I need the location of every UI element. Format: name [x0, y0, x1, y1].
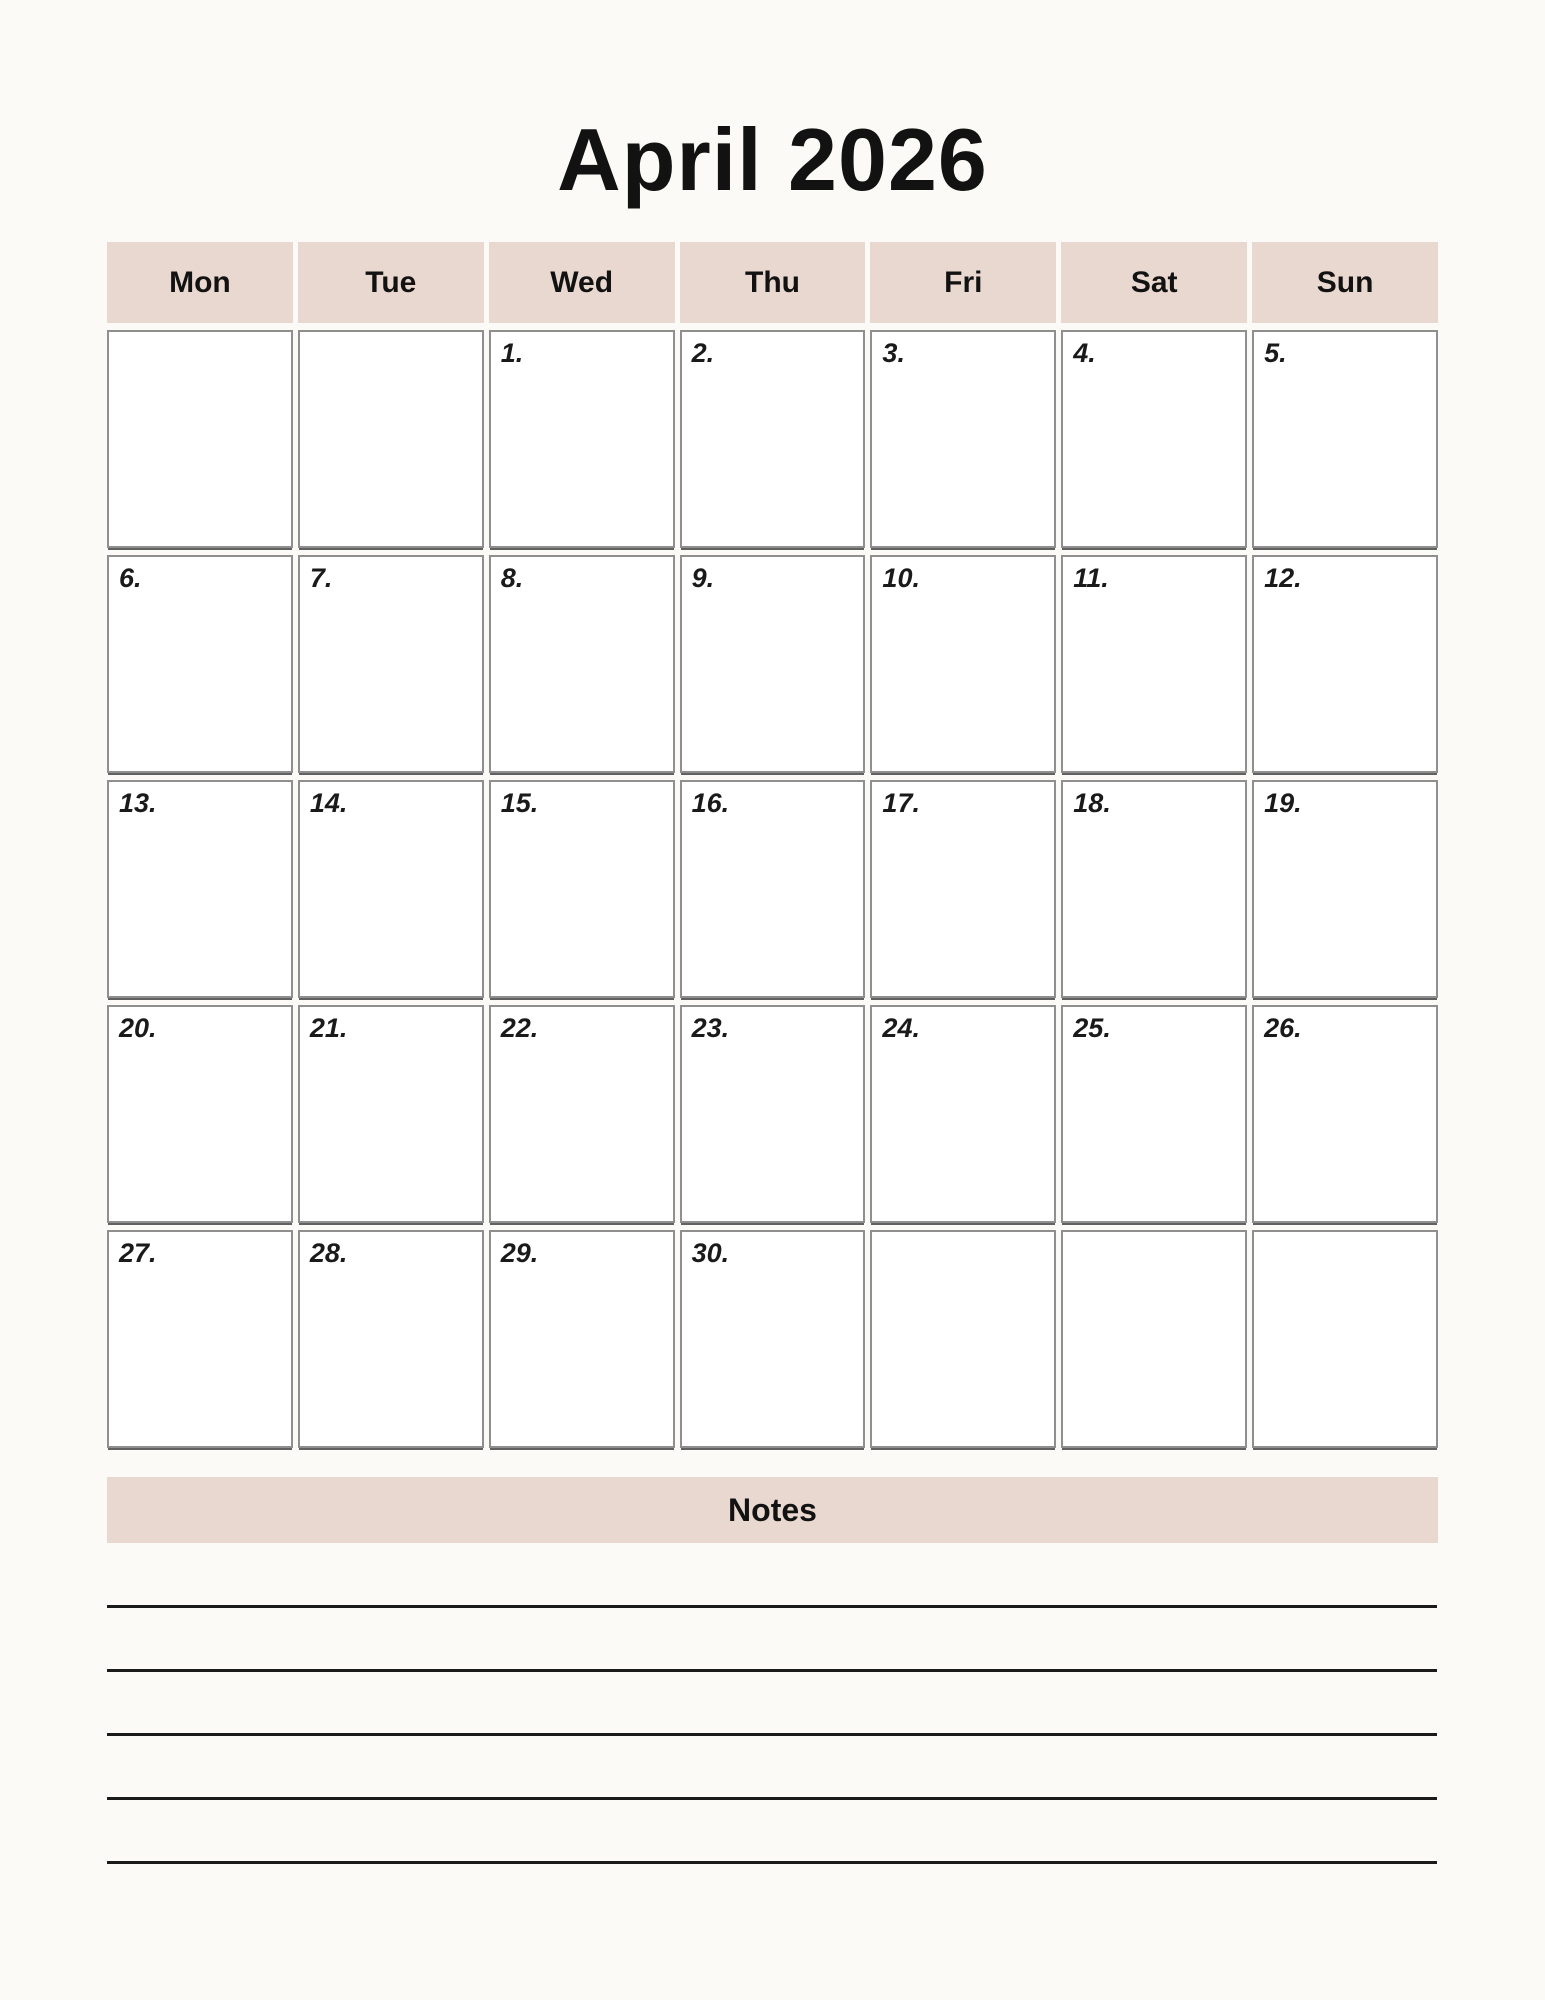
- day-cell-empty: [870, 1230, 1056, 1448]
- date-number: 1.: [500, 338, 524, 368]
- date-number: 15.: [500, 788, 539, 818]
- day-cell-18: [1061, 780, 1247, 998]
- weekday-header-thu: Thu: [680, 242, 866, 323]
- day-cell-14: [298, 780, 484, 998]
- date-number: 14.: [309, 788, 348, 818]
- date-number: 9.: [691, 563, 715, 593]
- day-cell-1: [489, 330, 675, 548]
- date-number: 11.: [1073, 563, 1109, 593]
- notes-label: Notes: [728, 1491, 817, 1528]
- day-cell-11: [1061, 555, 1247, 773]
- date-number: 4.: [1073, 338, 1096, 368]
- day-cell-empty: [1252, 1230, 1438, 1448]
- date-number: 25.: [1073, 1013, 1111, 1043]
- date-number: 8.: [500, 563, 524, 593]
- day-cell-26: [1252, 1005, 1438, 1223]
- day-cell-empty: [107, 330, 293, 548]
- notes-line: [107, 1861, 1437, 1864]
- date-number: 22.: [500, 1013, 539, 1043]
- day-cell-5: [1252, 330, 1438, 548]
- day-cell-22: [489, 1005, 675, 1223]
- notes-line: [107, 1605, 1437, 1608]
- day-cell-16: [680, 780, 866, 998]
- day-cell-8: [489, 555, 675, 773]
- day-cell-28: [298, 1230, 484, 1448]
- date-number: 6.: [119, 563, 142, 593]
- date-number: 24.: [882, 1013, 920, 1043]
- weekday-header-sat: Sat: [1061, 242, 1247, 323]
- date-number: 2.: [691, 338, 715, 368]
- date-number: 7.: [309, 563, 333, 593]
- weekday-header-tue: Tue: [298, 242, 484, 323]
- date-number: 3.: [882, 338, 905, 368]
- day-cell-20: [107, 1005, 293, 1223]
- day-cell-3: [870, 330, 1056, 548]
- day-cell-19: [1252, 780, 1438, 998]
- date-number: 16.: [691, 788, 730, 818]
- date-number: 21.: [309, 1013, 348, 1043]
- date-number: 20.: [119, 1013, 157, 1043]
- day-cell-10: [870, 555, 1056, 773]
- date-number: 26.: [1264, 1013, 1302, 1043]
- day-cell-30: [680, 1230, 866, 1448]
- date-number: 17.: [882, 788, 920, 818]
- date-number: 10.: [882, 563, 920, 593]
- weekday-header-mon: Mon: [107, 242, 293, 323]
- date-number: 23.: [691, 1013, 730, 1043]
- day-cell-4: [1061, 330, 1247, 548]
- day-cell-9: [680, 555, 866, 773]
- day-cell-23: [680, 1005, 866, 1223]
- notes-line: [107, 1669, 1437, 1672]
- weekday-header-wed: Wed: [489, 242, 675, 323]
- day-cell-27: [107, 1230, 293, 1448]
- weekday-header-sun: Sun: [1252, 242, 1438, 323]
- calendar-grid: [107, 242, 1438, 1448]
- day-cell-29: [489, 1230, 675, 1448]
- day-cell-6: [107, 555, 293, 773]
- day-cell-empty: [298, 330, 484, 548]
- day-cell-21: [298, 1005, 484, 1223]
- day-cell-25: [1061, 1005, 1247, 1223]
- date-number: 12.: [1264, 563, 1302, 593]
- day-cell-7: [298, 555, 484, 773]
- notes-header: [107, 1477, 1438, 1543]
- day-cell-empty: [1061, 1230, 1247, 1448]
- notes-line: [107, 1797, 1437, 1800]
- date-number: 28.: [309, 1238, 348, 1268]
- day-cell-17: [870, 780, 1056, 998]
- date-number: 29.: [500, 1238, 539, 1268]
- date-number: 27.: [119, 1238, 157, 1268]
- weekday-header-fri: Fri: [870, 242, 1056, 323]
- notes-line: [107, 1733, 1437, 1736]
- page-title: April 2026: [557, 110, 988, 209]
- date-number: 19.: [1264, 788, 1302, 818]
- date-number: 18.: [1073, 788, 1111, 818]
- day-cell-15: [489, 780, 675, 998]
- day-cell-12: [1252, 555, 1438, 773]
- day-cell-13: [107, 780, 293, 998]
- day-cell-24: [870, 1005, 1056, 1223]
- date-number: 13.: [119, 788, 157, 818]
- date-number: 30.: [691, 1238, 730, 1268]
- date-number: 5.: [1264, 338, 1287, 368]
- day-cell-2: [680, 330, 866, 548]
